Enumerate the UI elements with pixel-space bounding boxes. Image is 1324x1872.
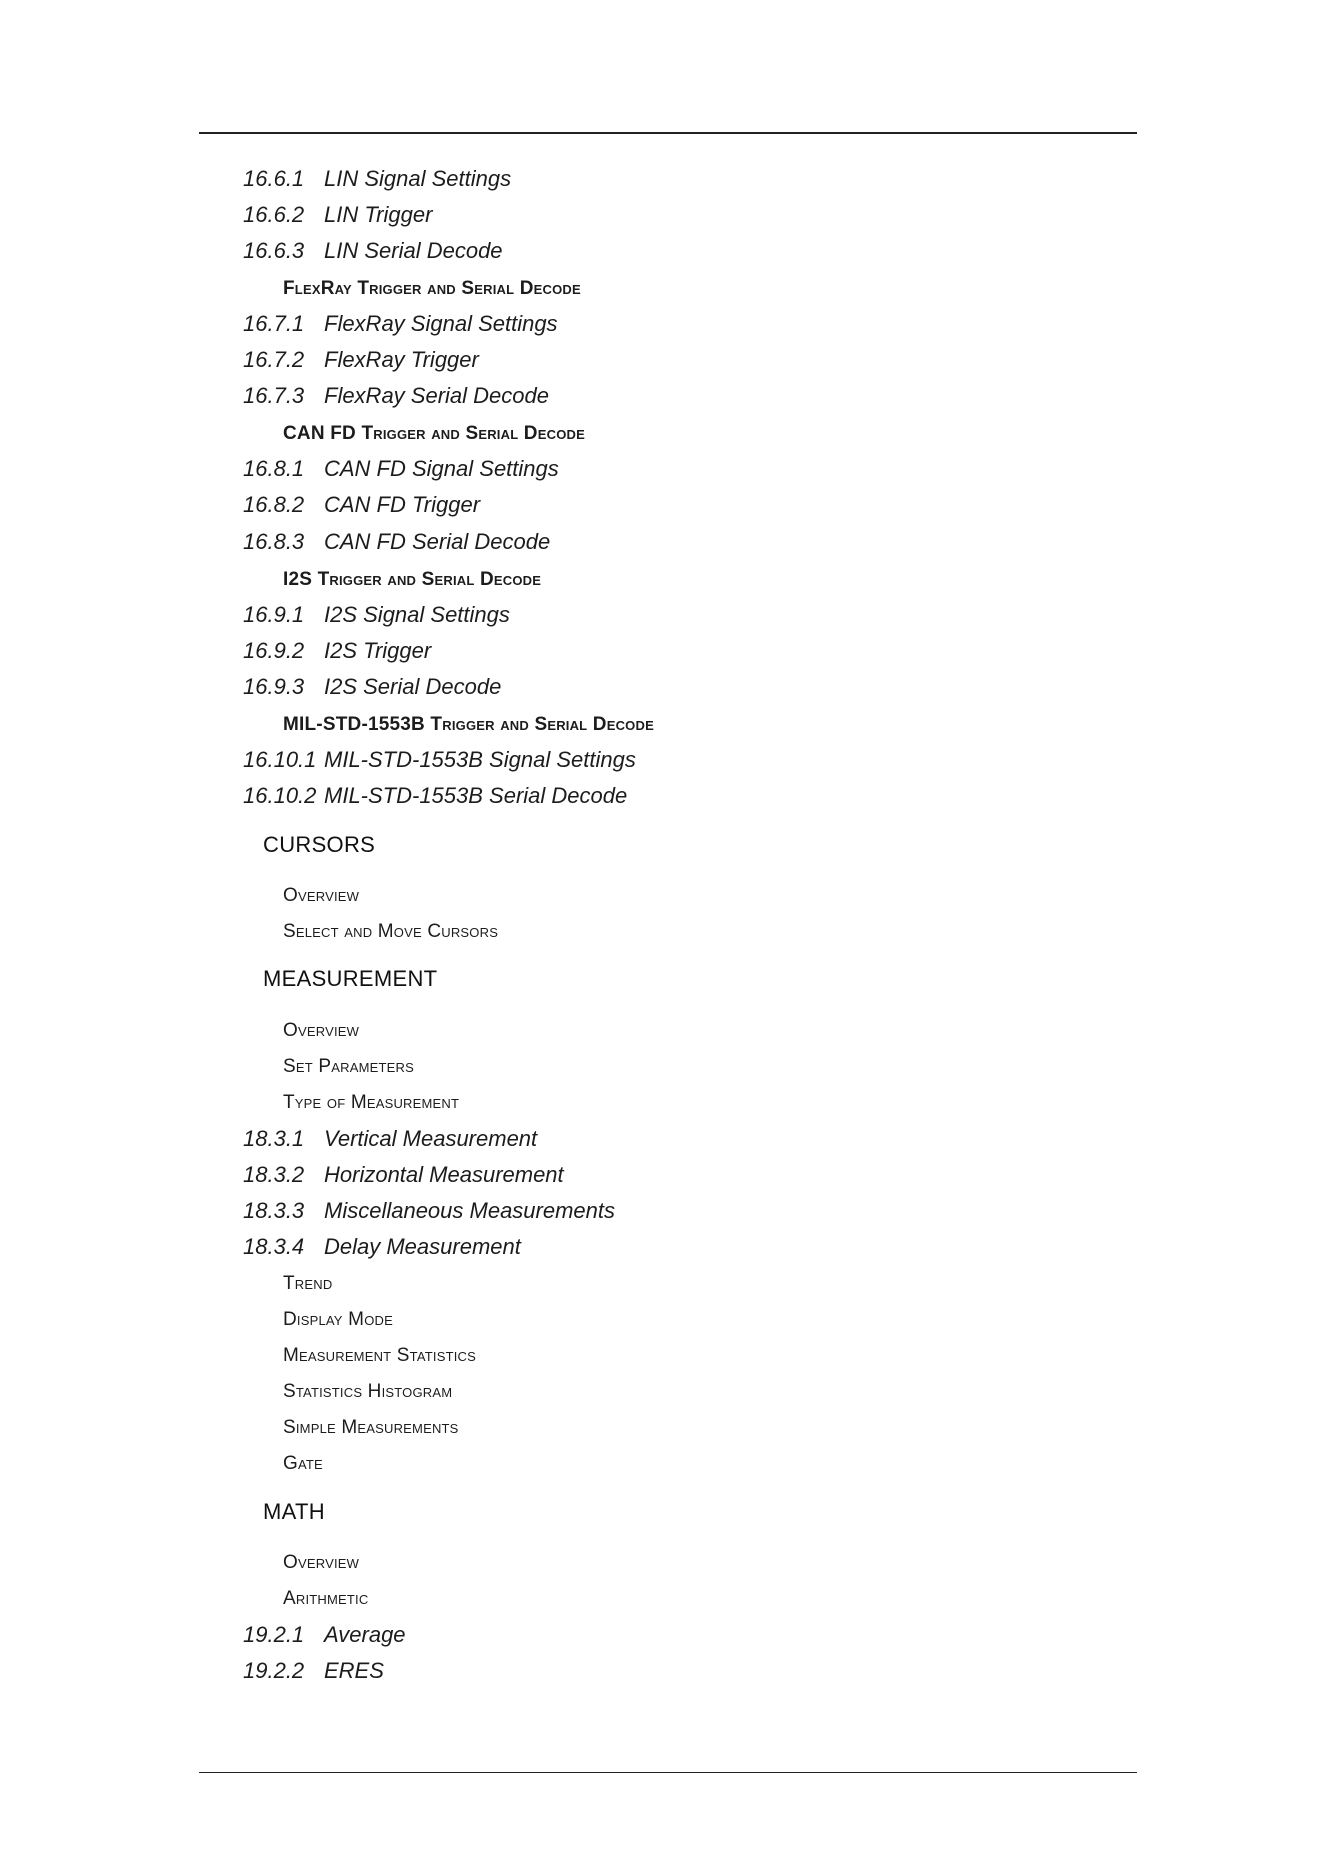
entry-number: 16.7.1: [243, 311, 305, 336]
toc-section-type-of-measurement[interactable]: [283, 1093, 459, 1112]
toc-entry-16-8-3[interactable]: [243, 531, 550, 553]
entry-number: 19.2.2: [243, 1658, 305, 1683]
toc-section-cursors-overview[interactable]: [283, 886, 359, 905]
entry-number: 18.3.4: [243, 1234, 305, 1259]
entry-number: 16.10.2: [243, 783, 317, 808]
entry-title: LIN Trigger: [324, 202, 433, 227]
entry-title: FlexRay Trigger: [324, 347, 479, 372]
entry-title: FlexRay Serial Decode: [324, 383, 549, 408]
section-title: I2S Trigger and Serial Decode: [283, 569, 542, 590]
toc-section-select-move-cursors[interactable]: [283, 922, 498, 941]
entry-title: CAN FD Signal Settings: [324, 456, 559, 481]
toc-entry-16-6-3[interactable]: [243, 240, 503, 262]
chapter-title: MATH: [263, 1499, 325, 1524]
section-title: Select and Move Cursors: [283, 921, 499, 942]
entry-title: MIL-STD-1553B Serial Decode: [324, 783, 628, 808]
toc-section-flexray[interactable]: [283, 279, 581, 298]
toc-chapter-cursors[interactable]: [263, 834, 375, 856]
toc-section-measurement-statistics[interactable]: [283, 1346, 476, 1365]
toc-entry-16-7-1[interactable]: [243, 313, 558, 335]
entry-title: Delay Measurement: [324, 1234, 521, 1259]
entry-number: 16.8.1: [243, 456, 305, 481]
section-title: Set Parameters: [283, 1056, 414, 1077]
toc-section-trend[interactable]: [283, 1274, 332, 1293]
toc-entry-18-3-4[interactable]: [243, 1236, 521, 1258]
section-title: Overview: [283, 1020, 360, 1041]
toc-section-arithmetic[interactable]: [283, 1589, 368, 1608]
entry-number: 18.3.3: [243, 1198, 305, 1223]
toc-section-measurement-overview[interactable]: [283, 1021, 359, 1040]
toc-entry-16-6-2[interactable]: [243, 204, 432, 226]
entry-title: Vertical Measurement: [324, 1126, 538, 1151]
toc-entry-16-8-2[interactable]: [243, 494, 480, 516]
entry-title: Horizontal Measurement: [324, 1162, 564, 1187]
toc-entry-18-3-2[interactable]: [243, 1164, 564, 1186]
section-title: Simple Measurements: [283, 1417, 459, 1438]
toc-entry-16-7-3[interactable]: [243, 385, 549, 407]
toc-section-display-mode[interactable]: [283, 1310, 393, 1329]
entry-number: 16.8.3: [243, 529, 305, 554]
entry-number: 18.3.1: [243, 1126, 305, 1151]
toc-section-set-parameters[interactable]: [283, 1057, 414, 1076]
section-title: Arithmetic: [283, 1588, 369, 1609]
entry-title: Miscellaneous Measurements: [324, 1198, 616, 1223]
toc-section-simple-measurements[interactable]: [283, 1418, 459, 1437]
entry-title: I2S Trigger: [324, 638, 432, 663]
entry-number: 16.6.3: [243, 238, 305, 263]
toc-entry-16-6-1[interactable]: [243, 168, 511, 190]
entry-title: LIN Serial Decode: [324, 238, 503, 263]
entry-number: 16.6.1: [243, 166, 305, 191]
entry-title: I2S Serial Decode: [324, 674, 502, 699]
toc-section-gate[interactable]: [283, 1454, 323, 1473]
entry-number: 16.7.2: [243, 347, 305, 372]
toc-entry-19-2-2[interactable]: [243, 1660, 384, 1682]
section-title: Measurement Statistics: [283, 1345, 476, 1366]
entry-title: Average: [324, 1622, 406, 1647]
entry-title: FlexRay Signal Settings: [324, 311, 558, 336]
entry-number: 16.8.2: [243, 492, 305, 517]
toc-chapter-measurement[interactable]: [263, 968, 437, 990]
section-title: MIL-STD-1553B Trigger and Serial Decode: [283, 714, 654, 735]
toc-entry-16-9-3[interactable]: [243, 676, 501, 698]
toc-section-statistics-histogram[interactable]: [283, 1382, 452, 1401]
entry-number: 18.3.2: [243, 1162, 305, 1187]
entry-title: LIN Signal Settings: [324, 166, 512, 191]
entry-title: MIL-STD-1553B Signal Settings: [324, 747, 636, 772]
section-title: Type of Measurement: [283, 1092, 460, 1113]
section-title: Gate: [283, 1453, 323, 1474]
chapter-title: MEASUREMENT: [263, 966, 438, 991]
toc-entry-16-10-1[interactable]: [243, 749, 636, 771]
entry-title: ERES: [324, 1658, 384, 1683]
toc-entry-16-10-2[interactable]: [243, 785, 627, 807]
section-title: Overview: [283, 1552, 360, 1573]
toc-chapter-math[interactable]: [263, 1501, 325, 1523]
entry-number: 19.2.1: [243, 1622, 305, 1647]
toc-entry-18-3-3[interactable]: [243, 1200, 615, 1222]
entry-number: 16.10.1: [243, 747, 317, 772]
entry-number: 16.9.2: [243, 638, 305, 663]
entry-number: 16.7.3: [243, 383, 305, 408]
entry-title: I2S Signal Settings: [324, 602, 510, 627]
section-title: FlexRay Trigger and Serial Decode: [283, 278, 581, 299]
toc-entry-16-9-1[interactable]: [243, 604, 510, 626]
section-title: CAN FD Trigger and Serial Decode: [283, 423, 585, 444]
section-title: Display Mode: [283, 1309, 393, 1330]
section-title: Trend: [283, 1273, 333, 1294]
section-title: Overview: [283, 885, 360, 906]
toc-section-can-fd[interactable]: [283, 424, 585, 443]
entry-number: 16.6.2: [243, 202, 305, 227]
entry-title: CAN FD Serial Decode: [324, 529, 551, 554]
toc-section-math-overview[interactable]: [283, 1553, 359, 1572]
chapter-title: CURSORS: [263, 832, 376, 857]
toc-entry-16-8-1[interactable]: [243, 458, 559, 480]
entry-title: CAN FD Trigger: [324, 492, 481, 517]
section-title: Statistics Histogram: [283, 1381, 453, 1402]
entry-number: 16.9.1: [243, 602, 305, 627]
toc-section-i2s[interactable]: [283, 570, 541, 589]
toc-entry-16-9-2[interactable]: [243, 640, 431, 662]
toc-entry-16-7-2[interactable]: [243, 349, 479, 371]
entry-number: 16.9.3: [243, 674, 305, 699]
toc-entry-19-2-1[interactable]: [243, 1624, 406, 1646]
footer-rule: [199, 1772, 1137, 1773]
toc-entry-18-3-1[interactable]: [243, 1128, 537, 1150]
toc-section-mil-std-1553b[interactable]: [283, 715, 654, 734]
